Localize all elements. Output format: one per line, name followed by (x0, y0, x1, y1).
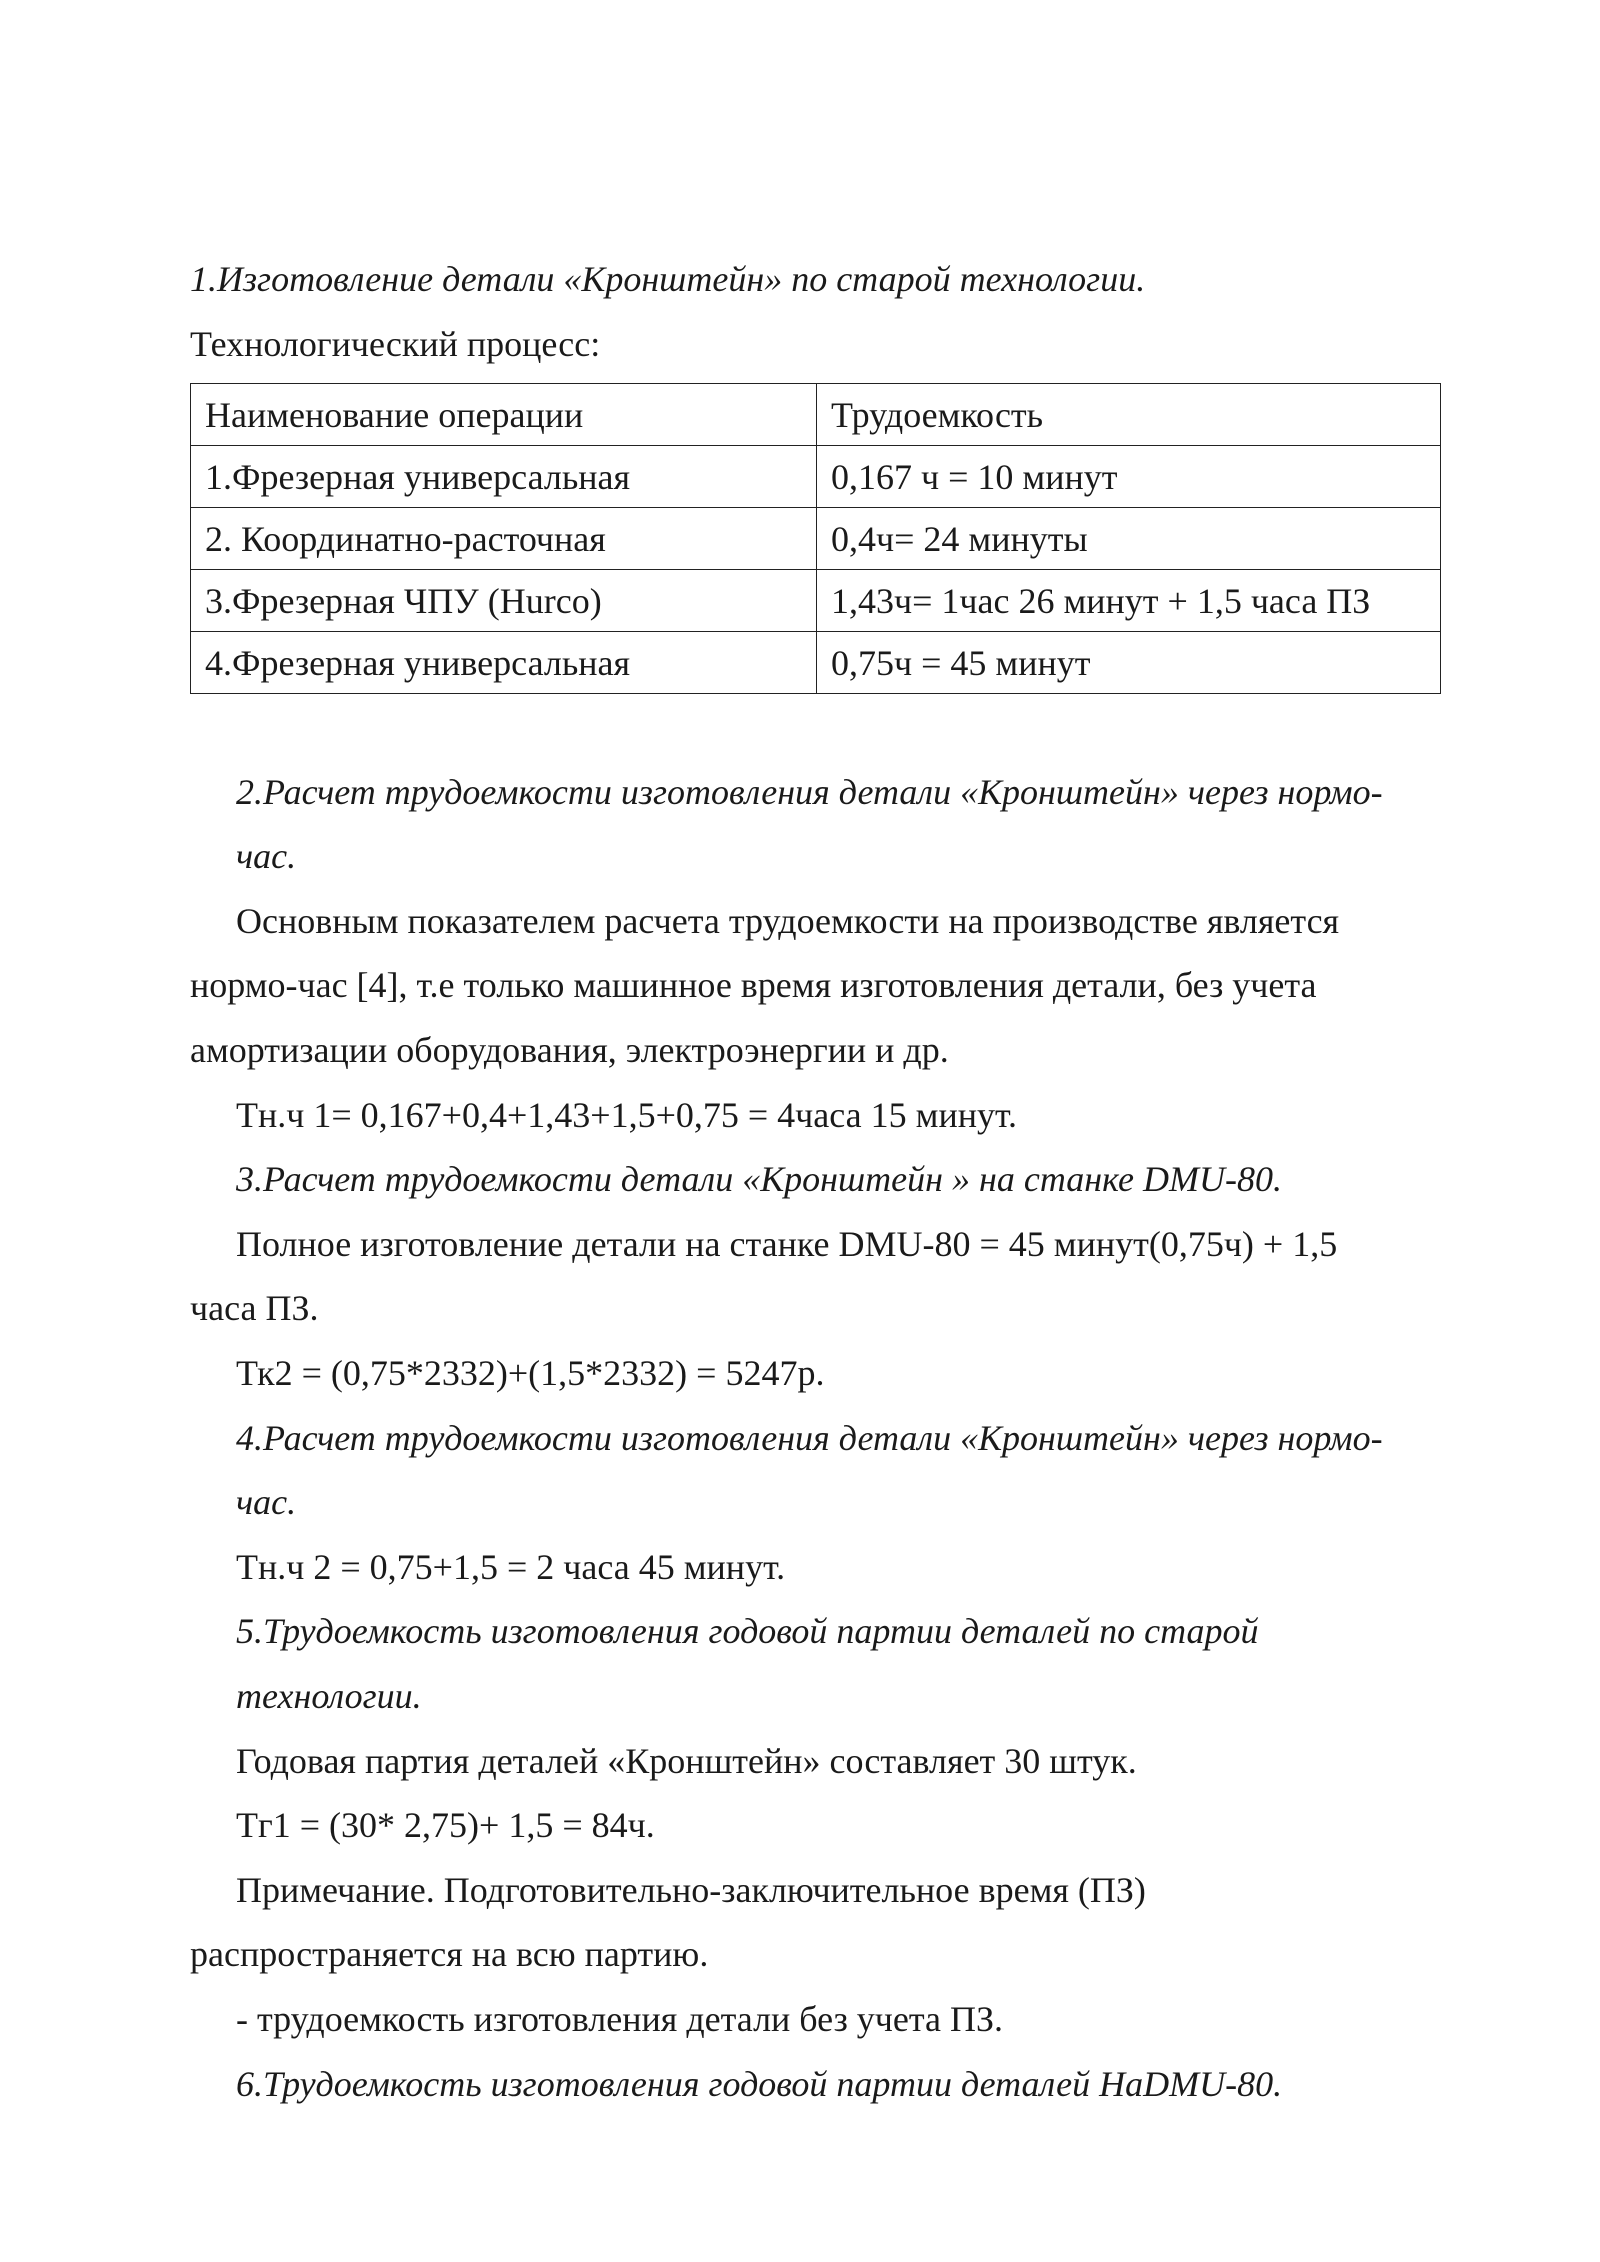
section2-formula: Тн.ч 1= 0,167+0,4+1,43+1,5+0,75 = 4часа 15 минут. (236, 1095, 1017, 1135)
section2-title-line1: 2.Расчет трудоемкости изготовления детали «Кронштейн» через нормо- (236, 772, 1383, 812)
section4-title-line2: час. (236, 1482, 297, 1522)
operation-name-cell: 3.Фрезерная ЧПУ (Hurco) (191, 570, 817, 632)
table-row (191, 508, 1441, 570)
header-labor-intensity: Трудоемкость (817, 384, 1441, 446)
table-header-row (191, 384, 1441, 446)
section3-paragraph-line2: часа ПЗ. (190, 1288, 319, 1328)
section3-title: 3.Расчет трудоемкости детали «Кронштейн » на станке DMU-80. (236, 1159, 1283, 1199)
section5-note-line1: Примечание. Подготовительно-заключительное время (ПЗ) (236, 1870, 1146, 1910)
section5-title-line2: технологии. (236, 1676, 422, 1716)
section3-formula: Тк2 = (0,75*2332)+(1,5*2332) = 5247р. (236, 1353, 825, 1393)
labor-intensity-cell: 0,4ч= 24 минуты (817, 508, 1441, 570)
table-row (191, 446, 1441, 508)
header-operation-name: Наименование операции (191, 384, 817, 446)
section5-title-line1: 5.Трудоемкость изготовления годовой партии деталей по старой (236, 1611, 1259, 1651)
section4-formula: Тн.ч 2 = 0,75+1,5 = 2 часа 45 минут. (236, 1547, 786, 1587)
heading-old-technology: 1.Изготовление детали «Кронштейн» по старой технологии. (190, 259, 1146, 299)
section2-paragraph-line2: нормо-час [4], т.е только машинное время изготовления детали, без учета (190, 965, 1317, 1005)
operation-name-cell: 2. Координатно-расточная (191, 508, 817, 570)
section5-note-line2: распространяется на всю партию. (190, 1934, 709, 1974)
operations-table (190, 383, 1441, 694)
table-row (191, 632, 1441, 694)
section4-title-line1: 4.Расчет трудоемкости изготовления детали «Кронштейн» через нормо- (236, 1418, 1383, 1458)
section2-paragraph-line1: Основным показателем расчета трудоемкости на производстве является (236, 901, 1340, 941)
labor-intensity-cell: 0,75ч = 45 минут (817, 632, 1441, 694)
operation-name-cell: 4.Фрезерная универсальная (191, 632, 817, 694)
section6-title: 6.Трудоемкость изготовления годовой партии деталей НаDMU-80. (236, 2064, 1283, 2104)
operation-name-cell: 1.Фрезерная универсальная (191, 446, 817, 508)
section5-formula: Тг1 = (30* 2,75)+ 1,5 = 84ч. (236, 1805, 655, 1845)
process-label: Технологический процесс: (190, 324, 601, 364)
section3-paragraph-line1: Полное изготовление детали на станке DMU-80 = 45 минут(0,75ч) + 1,5 (236, 1224, 1338, 1264)
labor-intensity-cell: 0,167 ч = 10 минут (817, 446, 1441, 508)
table-row (191, 570, 1441, 632)
section2-title-line2: час. (236, 836, 297, 876)
labor-intensity-cell: 1,43ч= 1час 26 минут + 1,5 часа ПЗ (817, 570, 1441, 632)
section5-dash-item: - трудоемкость изготовления детали без учета ПЗ. (236, 1999, 1004, 2039)
section5-paragraph: Годовая партия деталей «Кронштейн» составляет 30 штук. (236, 1741, 1137, 1781)
section2-paragraph-line3: амортизации оборудования, электроэнергии и др. (190, 1030, 949, 1070)
